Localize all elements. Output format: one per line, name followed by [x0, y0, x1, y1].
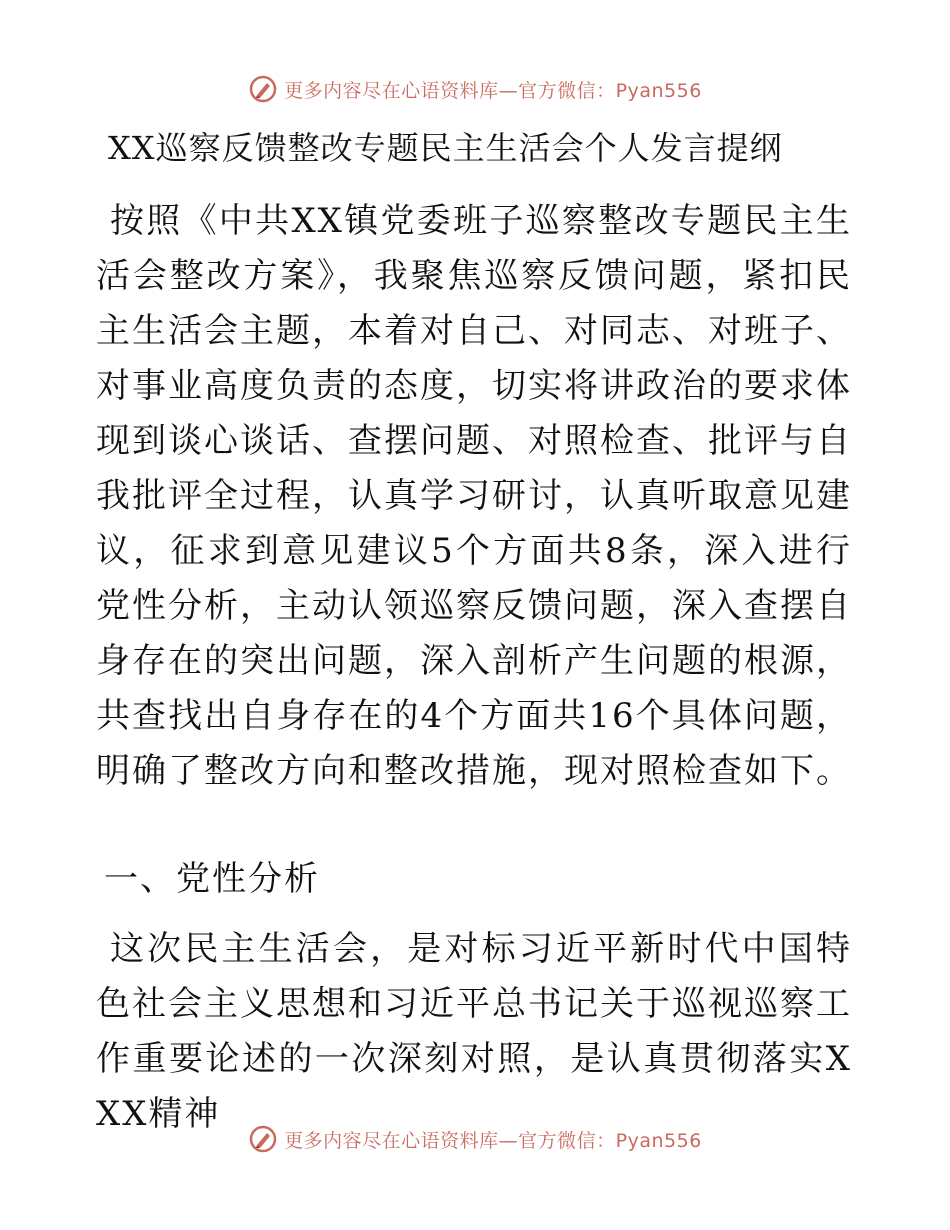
pen-logo-icon — [248, 1124, 278, 1154]
intro-paragraph: 按照《中共XX镇党委班子巡察整改专题民主生活会整改方案》，我聚焦巡察反馈问题，紧扣民主生活会主题，本着对自己、对同志、对班子、对事业高度负责的态度，切实将讲政治的要求体现到谈心谈话、查摆问题、对照检查、批评与自我批评全过程，认真学习研讨，认真听取意见建议，征求到意见建议5个方面共8条，深入进行党性分析，主动认领巡察反馈问题，深入查摆自身存在的突出问题，深入剖析产生问题的根源，共查找出自身存在的4个方面共16个具体问题，明确了整改方向和整改措施，现对照检查如下。 — [96, 201, 852, 791]
pen-logo-icon — [248, 74, 278, 104]
watermark-text: 更多内容尽在心语资料库—官方微信：Pyan556 — [284, 1129, 702, 1152]
watermark-footer — [0, 1124, 950, 1154]
section-paragraph: 这次民主生活会，是对标习近平新时代中国特色社会主义思想和习近平总书记关于巡视巡察工作重要论述的一次深刻对照，是认真贯彻落实XXX精神 — [96, 929, 852, 1134]
section-heading-party-analysis: 一、党性分析 — [104, 859, 320, 899]
document-title: XX巡察反馈整改专题民主生活会个人发言提纲 — [108, 129, 783, 167]
watermark-text: 更多内容尽在心语资料库—官方微信：Pyan556 — [284, 79, 702, 102]
watermark-header — [0, 74, 950, 104]
